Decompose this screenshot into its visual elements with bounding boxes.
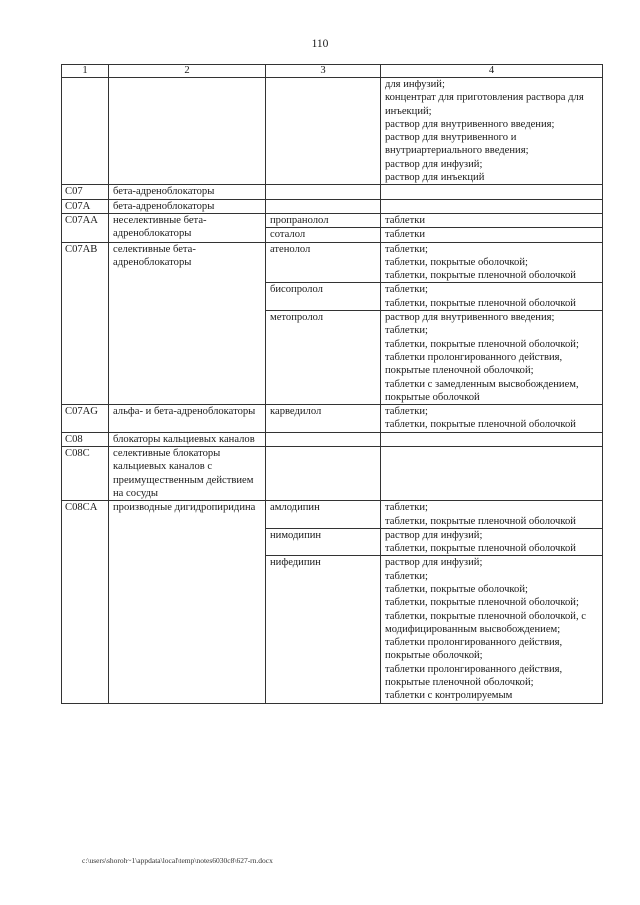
column-header: 4 xyxy=(381,65,603,78)
group-name-cell: производные дигидропиридина xyxy=(109,501,266,703)
atc-code-cell: C07AG xyxy=(62,405,109,433)
table-row xyxy=(62,213,603,227)
drug-name-cell: карведилол xyxy=(266,405,381,433)
dosage-form-cell: раствор для внутривенного введения; таблетки; таблетки, покрытые пленочной оболочкой; таблетки пролонгированного действия, покрытые пленочной оболочкой; таблетки с замедленным высвобождением, покрытые оболочкой xyxy=(381,311,603,405)
dosage-form-cell: таблетки xyxy=(381,213,603,227)
drug-name-cell: бисопролол xyxy=(266,283,381,311)
drug-name-cell xyxy=(266,199,381,213)
table-row xyxy=(62,199,603,213)
dosage-form-cell: раствор для инфузий; таблетки, покрытые пленочной оболочкой xyxy=(381,528,603,556)
footer-file-path: c:\users\shoroh~1\appdata\local\temp\notes6030c8\627-rn.docx xyxy=(82,856,273,865)
dosage-form-cell: таблетки; таблетки, покрытые оболочкой; таблетки, покрытые пленочной оболочкой xyxy=(381,242,603,283)
dosage-form-cell xyxy=(381,185,603,199)
atc-code-cell: C07AA xyxy=(62,213,109,242)
group-name-cell: селективные бета-адреноблокаторы xyxy=(109,242,266,405)
drug-name-cell: атенолол xyxy=(266,242,381,283)
group-name-cell: альфа- и бета-адреноблокаторы xyxy=(109,405,266,433)
table-row xyxy=(62,78,603,185)
atc-code-cell: C07 xyxy=(62,185,109,199)
drug-name-cell: нифедипин xyxy=(266,556,381,703)
group-name-cell xyxy=(109,78,266,185)
atc-code-cell: C07AB xyxy=(62,242,109,405)
dosage-form-cell xyxy=(381,432,603,446)
table-row xyxy=(62,185,603,199)
table-row xyxy=(62,501,603,529)
dosage-form-cell: таблетки; таблетки, покрытые пленочной оболочкой xyxy=(381,405,603,433)
group-name-cell: неселективные бета-адреноблокаторы xyxy=(109,213,266,242)
drug-name-cell xyxy=(266,432,381,446)
dosage-form-cell xyxy=(381,447,603,501)
atc-code-cell: C08 xyxy=(62,432,109,446)
table-row xyxy=(62,242,603,283)
table-row xyxy=(62,432,603,446)
page-number: 110 xyxy=(311,38,329,50)
drug-name-cell: соталол xyxy=(266,228,381,242)
drug-name-cell: амлодипин xyxy=(266,501,381,529)
dosage-form-cell xyxy=(381,199,603,213)
group-name-cell: бета-адреноблокаторы xyxy=(109,185,266,199)
group-name-cell: селективные блокаторы кальциевых каналов с преимущественным действием на сосуды xyxy=(109,447,266,501)
dosage-form-cell: таблетки xyxy=(381,228,603,242)
atc-code-cell: C08CA xyxy=(62,501,109,703)
atc-code-cell xyxy=(62,78,109,185)
drug-name-cell: пропранолол xyxy=(266,213,381,227)
column-header: 1 xyxy=(62,65,109,78)
table-header-row xyxy=(62,65,603,78)
group-name-cell: бета-адреноблокаторы xyxy=(109,199,266,213)
column-header: 2 xyxy=(109,65,266,78)
atc-code-cell: C07A xyxy=(62,199,109,213)
table-row xyxy=(62,447,603,501)
drug-name-cell xyxy=(266,185,381,199)
drug-list-table xyxy=(61,64,603,704)
dosage-form-cell: таблетки; таблетки, покрытые пленочной оболочкой xyxy=(381,283,603,311)
drug-name-cell: метопролол xyxy=(266,311,381,405)
column-header: 3 xyxy=(266,65,381,78)
drug-name-cell xyxy=(266,447,381,501)
drug-name-cell xyxy=(266,78,381,185)
dosage-form-cell: для инфузий; концентрат для приготовления раствора для инъекций; раствор для внутривенного введения; раствор для внутривенного и внутриартериального введения; раствор для инфузий; раствор для инъекций xyxy=(381,78,603,185)
atc-code-cell: C08C xyxy=(62,447,109,501)
dosage-form-cell: таблетки; таблетки, покрытые пленочной оболочкой xyxy=(381,501,603,529)
group-name-cell: блокаторы кальциевых каналов xyxy=(109,432,266,446)
drug-name-cell: нимодипин xyxy=(266,528,381,556)
dosage-form-cell: раствор для инфузий; таблетки; таблетки, покрытые оболочкой; таблетки, покрытые пленочной оболочкой; таблетки, покрытые пленочной оболочкой, с модифицированным высвобождением; таблетки пролонгированного действия, покрытые оболочкой; таблетки пролонгированного действия, покрытые пленочной оболочкой; таблетки с контролируемым xyxy=(381,556,603,703)
table-row xyxy=(62,405,603,433)
